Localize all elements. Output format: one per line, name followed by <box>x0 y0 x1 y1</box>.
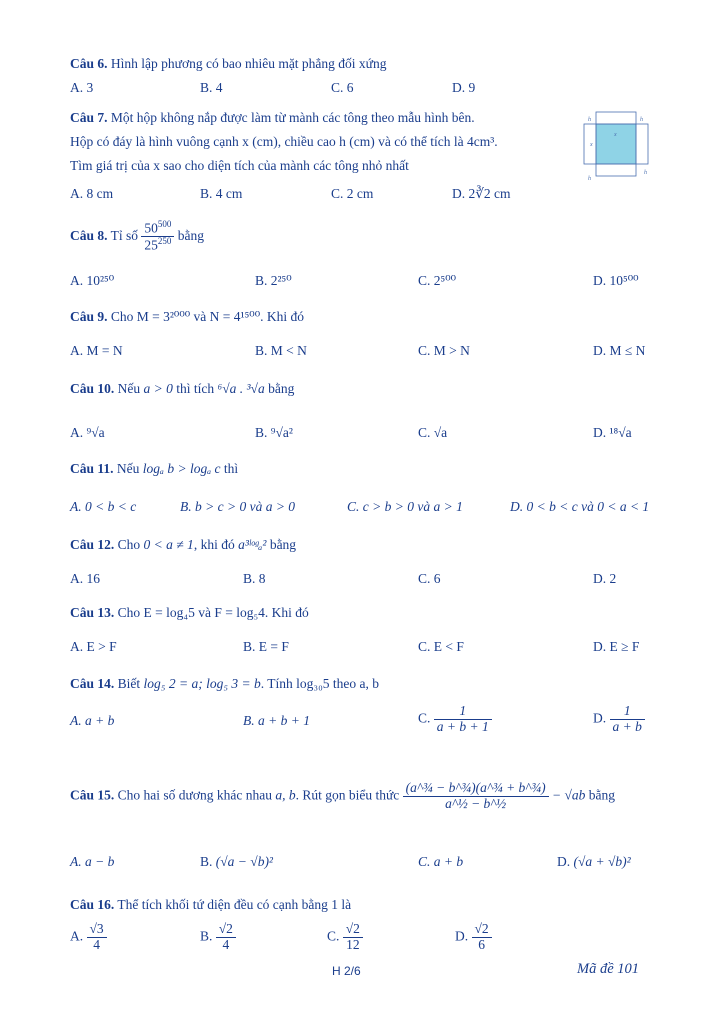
box-net-figure <box>578 108 658 184</box>
option-b[interactable]: B. E = F <box>243 639 289 654</box>
question-label: Câu 10. <box>70 381 115 396</box>
denominator-base: 25 <box>144 237 158 253</box>
numerator: √3 <box>87 922 107 938</box>
option-a[interactable]: A. 16 <box>70 571 100 586</box>
question-label: Câu 7. <box>70 110 108 125</box>
option-b[interactable]: B. 8 <box>243 571 266 586</box>
question-13 <box>70 605 309 621</box>
option-c[interactable]: C. 2⁵⁰⁰ <box>418 273 457 288</box>
option-d[interactable] <box>593 704 645 735</box>
option-letter: B. <box>200 928 213 944</box>
question-8 <box>70 220 204 254</box>
option-c[interactable] <box>327 922 363 953</box>
option-a[interactable]: A. M = N <box>70 343 123 358</box>
option-b[interactable]: B. 4 <box>200 80 223 95</box>
denominator: 4 <box>222 936 230 952</box>
question-suffix: . Tính log₃₀5 theo a, b <box>260 676 380 691</box>
option-b[interactable]: B. M < N <box>255 343 307 358</box>
question-suffix: bằng <box>588 787 616 803</box>
numerator-exponent: 500 <box>157 219 172 229</box>
option-a[interactable]: A. 3 <box>70 80 94 95</box>
given-logs: log₅ 2 = a; log₅ 3 = b <box>143 676 261 691</box>
option-c[interactable]: C. 2 cm <box>331 186 374 201</box>
fraction <box>343 922 363 953</box>
question-label: Câu 9. <box>70 309 108 324</box>
numerator-base: 50 <box>144 220 158 236</box>
power-expression: a³ˡᵒᵍₐ² <box>238 537 267 552</box>
option-c[interactable]: C. 6 <box>418 571 441 586</box>
denominator: a^½ − b^½ <box>445 795 507 811</box>
question-14 <box>70 676 379 692</box>
option-b[interactable]: B. a + b + 1 <box>243 713 310 728</box>
question-text: Nếu <box>116 461 140 476</box>
h-label: h <box>588 176 591 182</box>
option-d[interactable] <box>557 854 631 870</box>
option-d[interactable]: D. 2 <box>593 571 617 586</box>
question-label: Câu 6. <box>70 56 108 71</box>
option-b[interactable]: B. ⁹√a² <box>255 425 293 440</box>
denominator-exponent: 250 <box>157 236 172 247</box>
question-7-line2: Hộp có đáy là hình vuông cạnh x (cm), chiều cao h (cm) và có thể tích là 4cm³. <box>70 134 498 149</box>
question-suffix: bằng <box>268 381 295 396</box>
option-expression: (√a + √b)² <box>573 854 631 869</box>
x-label: x <box>614 132 617 138</box>
h-label: h <box>644 170 647 176</box>
question-suffix: thì <box>223 461 239 476</box>
question-16 <box>70 897 351 913</box>
question-label: Câu 16. <box>70 897 115 912</box>
numerator: √2 <box>472 922 492 938</box>
denominator: a + b + 1 <box>436 718 489 734</box>
fraction <box>472 922 492 953</box>
option-c[interactable]: C. c > b > 0 và a > 1 <box>347 499 463 514</box>
fraction <box>216 922 236 953</box>
question-suffix: bằng <box>177 227 205 243</box>
question-text: Cho E = log₄5 và F = log₅4. Khi đó <box>117 605 309 620</box>
question-text: Nếu <box>117 381 141 396</box>
question-label: Câu 12. <box>70 537 115 552</box>
option-letter: B. <box>200 854 213 869</box>
option-d[interactable]: D. ¹⁸√a <box>593 425 632 440</box>
option-d[interactable]: D. M ≤ N <box>593 343 646 358</box>
question-text: Thể tích khối tứ diện đều có cạnh bằng 1 là <box>117 897 352 912</box>
option-a[interactable]: A. a + b <box>70 713 115 728</box>
question-15 <box>70 781 615 812</box>
radical-expression: ⁶√a . ³√a <box>217 381 265 396</box>
ratio-fraction <box>141 220 174 254</box>
question-label: Câu 15. <box>70 787 115 803</box>
question-text-mid: , khi đó <box>193 537 235 552</box>
page-number: H 2/6 <box>332 964 361 978</box>
option-a[interactable]: A. 8 cm <box>70 186 114 201</box>
option-expression: (√a − √b)² <box>215 854 273 869</box>
fraction <box>610 704 645 735</box>
question-text: Cho <box>117 537 141 552</box>
x-label: x <box>590 142 593 148</box>
question-9 <box>70 309 304 325</box>
option-a[interactable]: A. 10²⁵⁰ <box>70 273 115 288</box>
right-flap <box>636 124 648 164</box>
option-d[interactable] <box>455 922 492 953</box>
denominator: a + b <box>612 718 642 734</box>
question-text: Hình lập phương có bao nhiêu mặt phẳng đối xứng <box>110 56 387 71</box>
question-label: Câu 11. <box>70 461 114 476</box>
option-letter: C. <box>327 928 340 944</box>
question-suffix: bằng <box>269 537 297 552</box>
variables: a, b <box>275 787 296 803</box>
option-d[interactable]: D. 0 < b < c và 0 < a < 1 <box>510 499 650 514</box>
denominator: 4 <box>93 936 100 952</box>
option-letter: C. <box>418 710 431 726</box>
exam-code: Mã đề 101 <box>577 961 640 977</box>
option-d[interactable]: D. E ≥ F <box>593 639 640 654</box>
option-a[interactable]: A. E > F <box>70 639 117 654</box>
question-text: Tỉ số <box>110 227 139 243</box>
question-12 <box>70 537 296 553</box>
question-11 <box>70 461 238 477</box>
option-a[interactable] <box>70 922 107 953</box>
fraction <box>434 704 492 735</box>
option-d[interactable]: D. 10⁵⁰⁰ <box>593 273 639 288</box>
question-text: Một hộp không nắp được làm từ mành các tông theo mẫu hình bên. <box>110 110 475 125</box>
numerator: √2 <box>216 922 236 938</box>
bottom-flap <box>596 164 636 176</box>
numerator: 1 <box>610 704 645 720</box>
option-c[interactable]: C. √a <box>418 425 448 440</box>
simplify-fraction <box>403 781 549 812</box>
question-label: Câu 8. <box>70 227 108 243</box>
option-letter: A. <box>70 928 84 944</box>
option-d[interactable]: D. 2∛2 cm <box>452 186 511 201</box>
option-a[interactable]: A. 0 < b < c <box>70 499 137 514</box>
option-c[interactable] <box>418 704 492 735</box>
question-7 <box>70 110 475 126</box>
option-c[interactable]: C. 6 <box>331 80 354 95</box>
numerator: √2 <box>343 922 363 938</box>
question-7-line3: Tìm giá trị của x sao cho diện tích của mành các tông nhỏ nhất <box>70 158 409 173</box>
h-label: h <box>640 117 643 123</box>
top-flap <box>596 112 636 124</box>
denominator: 12 <box>346 936 360 952</box>
option-d[interactable]: D. 9 <box>452 80 476 95</box>
question-label: Câu 13. <box>70 605 115 620</box>
numerator: (a^¾ − b^¾)(a^¾ + b^¾) <box>403 781 549 797</box>
option-b[interactable]: B. 2²⁵⁰ <box>255 273 292 288</box>
option-letter: D. <box>557 854 571 869</box>
option-a[interactable]: A. ⁹√a <box>70 425 105 440</box>
option-b[interactable] <box>200 854 273 870</box>
condition: 0 < a ≠ 1 <box>143 537 194 552</box>
question-label: Câu 14. <box>70 676 115 691</box>
question-text-mid: thì tích <box>176 381 215 396</box>
option-letter: D. <box>593 710 607 726</box>
option-c[interactable]: C. E < F <box>418 639 464 654</box>
option-letter: D. <box>455 928 469 944</box>
log-inequality: logₐ b > logₐ c <box>142 461 221 476</box>
question-text-2: . Rút gọn biểu thức <box>295 787 400 803</box>
question-6 <box>70 56 387 72</box>
question-text: Biết <box>117 676 141 691</box>
numerator: 1 <box>434 704 492 720</box>
subtracted-term: − √ab <box>552 787 586 803</box>
question-10 <box>70 381 294 397</box>
option-b[interactable]: B. 4 cm <box>200 186 243 201</box>
option-b[interactable] <box>200 922 236 953</box>
option-c[interactable]: C. M > N <box>418 343 470 358</box>
base-square <box>596 124 636 164</box>
option-b[interactable]: B. b > c > 0 và a > 0 <box>180 499 296 514</box>
h-label: h <box>588 117 591 123</box>
fraction <box>87 922 107 953</box>
condition: a > 0 <box>143 381 173 396</box>
option-a[interactable]: A. a − b <box>70 854 115 869</box>
question-text: Cho hai số dương khác nhau <box>117 787 272 803</box>
denominator: 6 <box>478 936 485 952</box>
option-c[interactable]: C. a + b <box>418 854 464 869</box>
question-text: Cho M = 3²⁰⁰⁰ và N = 4¹⁵⁰⁰. Khi đó <box>110 309 304 324</box>
